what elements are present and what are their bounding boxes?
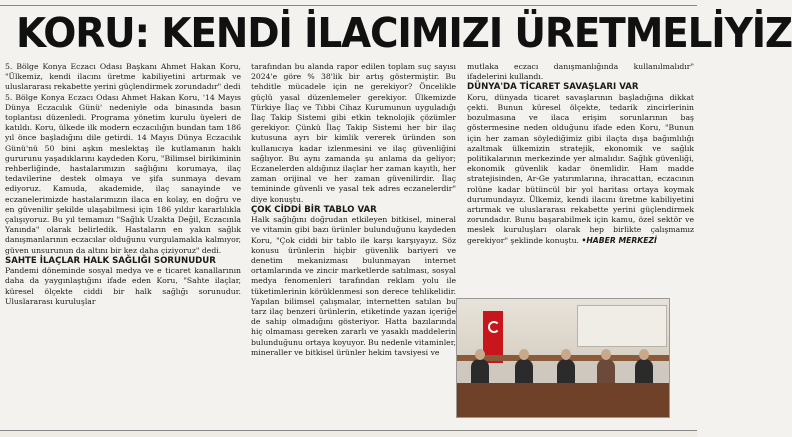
subheading-sahte-ilaclar: SAHTE İLAÇLAR HALK SAĞLIĞI SORUNUDUR bbox=[5, 255, 216, 266]
body-paragraph bbox=[467, 93, 694, 246]
body-paragraph: 5. Bölge Konya Eczacı Odası Ahmet Hakan Koru, '14 Mayıs Dünya Eczacılık Günü' nedeniyle oda binasında basın toplantısı düzenledi. Programa yönetim kurulu üyeleri de katıldı. Koru, ülkede ilk modern eczacılığın bundan tam 186 yıl önce başladığını dile getirdi. 14 Mayıs Dünya Eczacılık Günü'nü 50 bini aşkın meslektaş ile kutlamanın haklı gururunu yaşadıklarını kaydeden Koru, "Bilimsel birikiminin rehberliğinde, hastalarımızın sağlığını korumaya, ilaç tedavilerine destek olmaya ve şifa sunmaya devam ediyoruz. Kamuda, akademide, ilaç sanayinde ve eczanelerimizde hastalarımızın ilaca en kolay, en doğru ve en güvenilir şekilde ulaşabilmesi için 186 yıldır kararlılıkla çalışıyoruz. Bu yıl temamızı "Sağlık Uzakta Değil, Eczacınla Yanında" olarak belirledik. Hastaların en yakın sağlık danışmanlarının eczacılar olduğunu vurgulamakla kalmıyor, güven unsurunun da altını bir kez daha çiziyoruz" dedi. bbox=[5, 92, 241, 255]
body-paragraph: Pandemi döneminde sosyal medya ve e ticaret kanallarının daha da yaygınlaştığını ifade eden Koru, "Sahte ilaçlar, küresel ölçekte ciddi bir halk sağlığı sorunudur. Uluslararası kuruluşlar bbox=[5, 266, 241, 306]
press-conference-photo bbox=[456, 298, 670, 418]
lead-paragraph: 5. Bölge Konya Eczacı Odası Başkanı Ahmet Hakan Koru, "Ülkemiz, kendi ilacını üretme kabiliyetini artırmak ve uluslararası rekabette yerini güçlendirmek zorundadır" dedi bbox=[5, 62, 241, 92]
headline: KORU: KENDİ İLACIMIZI ÜRETMELİYİZ bbox=[16, 10, 792, 58]
article-column-3 bbox=[467, 62, 694, 306]
top-divider bbox=[0, 0, 697, 6]
article-column-1 bbox=[5, 62, 241, 430]
photo-window bbox=[577, 305, 667, 347]
byline-haber-merkezi: •HABER MERKEZİ bbox=[581, 235, 657, 245]
closing-text: Koru, dünyada ticaret savaşlarının başladığına dikkat çekti. Bunun küresel ölçekte, tedarik zincirlerinin bozulmasına ve ilaca erişim sorunlarının baş göstermesine neden olduğunu ifade eden Koru, "Bunun için her zaman söylediğimiz gibi ilaçta dışa bağımlılığı azaltmak ülkemizin stratejik, ekonomik ve sağlık politikalarının merkezinde yer almalıdır. Sağlık güvenliği, ekonomik güvenlik kadar önemlidir. Ham madde stratejisinden, Ar-Ge yatırımlarına, ihracattan, eczacının rolüne kadar bütüncül bir yol haritası ortaya koymak durumundayız. Ülkemiz, kendi ilacını üretme kabiliyetini artırmak ve uluslararası rekabette yerini güçlendirmek zorundadır. Bunu başarabilmek için kamu, özel sektör ve meslek kuruluşları olarak hep birlikte çalışmamız gerekiyor" şeklinde konuştu. bbox=[467, 92, 694, 245]
body-paragraph: mutlaka eczacı danışmanlığında kullanılmalıdır" ifadelerini kullandı. bbox=[467, 62, 694, 82]
conference-table bbox=[457, 383, 669, 417]
article-column-2 bbox=[251, 62, 456, 430]
body-paragraph: tarafından bu alanda rapor edilen toplam suç sayısı 2024'e göre % 38'lik bir artış göstermiştir. Bu tehditle mücadele için ne gerekiyor? Öncelikle güçlü yasal düzenlemeler gerekiyor. Ülkemizde Türkiye İlaç ve Tıbbi Cihaz Kurumunun uyguladığı İlaç Takip Sistemi gibi etkin teknolojik çözümler gerekiyor. Çünkü İlaç Takip Sistemi her bir ilaç kutusuna ayrı bir kimlik vererek üründen son kullanıcıya kadar izlenmesini ve ilaç güvenliğini sağlıyor. Bu aynı zamanda şu anlama da geliyor; Eczanelerden aldığınız ilaçlar her zaman kayıtlı, her zaman orijinal ve her zaman güvenilirdir. İlaç temininde güvenli ve yasal tek adres eczanelerdir" diye konuştu. bbox=[251, 62, 456, 204]
subheading-ticaret-savaslari: DÜNYA'DA TİCARET SAVAŞLARI VAR bbox=[467, 82, 639, 93]
bottom-divider bbox=[0, 430, 697, 437]
subheading-cok-ciddi: ÇOK CİDDİ BİR TABLO VAR bbox=[251, 204, 377, 215]
body-paragraph: Halk sağlığını doğrudan etkileyen bitkisel, mineral ve vitamin gibi bazı ürünler bulunduğunu kaydeden Koru, "Çok ciddi bir tablo ile karşı karşıyayız. Söz konusu ürünlerin hiçbir güvenlik bariyeri ve denetim mekanizması bulunmayan internet ortamlarında ve zincir marketlerde satılması, sosyal medya fenomenleri tarafından reklam yolu ile tüketimlerinin körüklenmesi son derece tehlikelidir. Yapılan bilimsel çalışmalar, internetten satılan bu tarz ilaç benzeri ürünlerin, etiketinde yazan içeriğe de sahip olmadığını gösteriyor. Hatta bazılarında hiç olmaması gereken zararlı ve yasaklı maddelerin bulunduğunu ortaya koyuyor. Bu nedenle vitaminler, mineraller ve bitkisel ürünler hekim tavsiyesi ve bbox=[251, 215, 456, 357]
